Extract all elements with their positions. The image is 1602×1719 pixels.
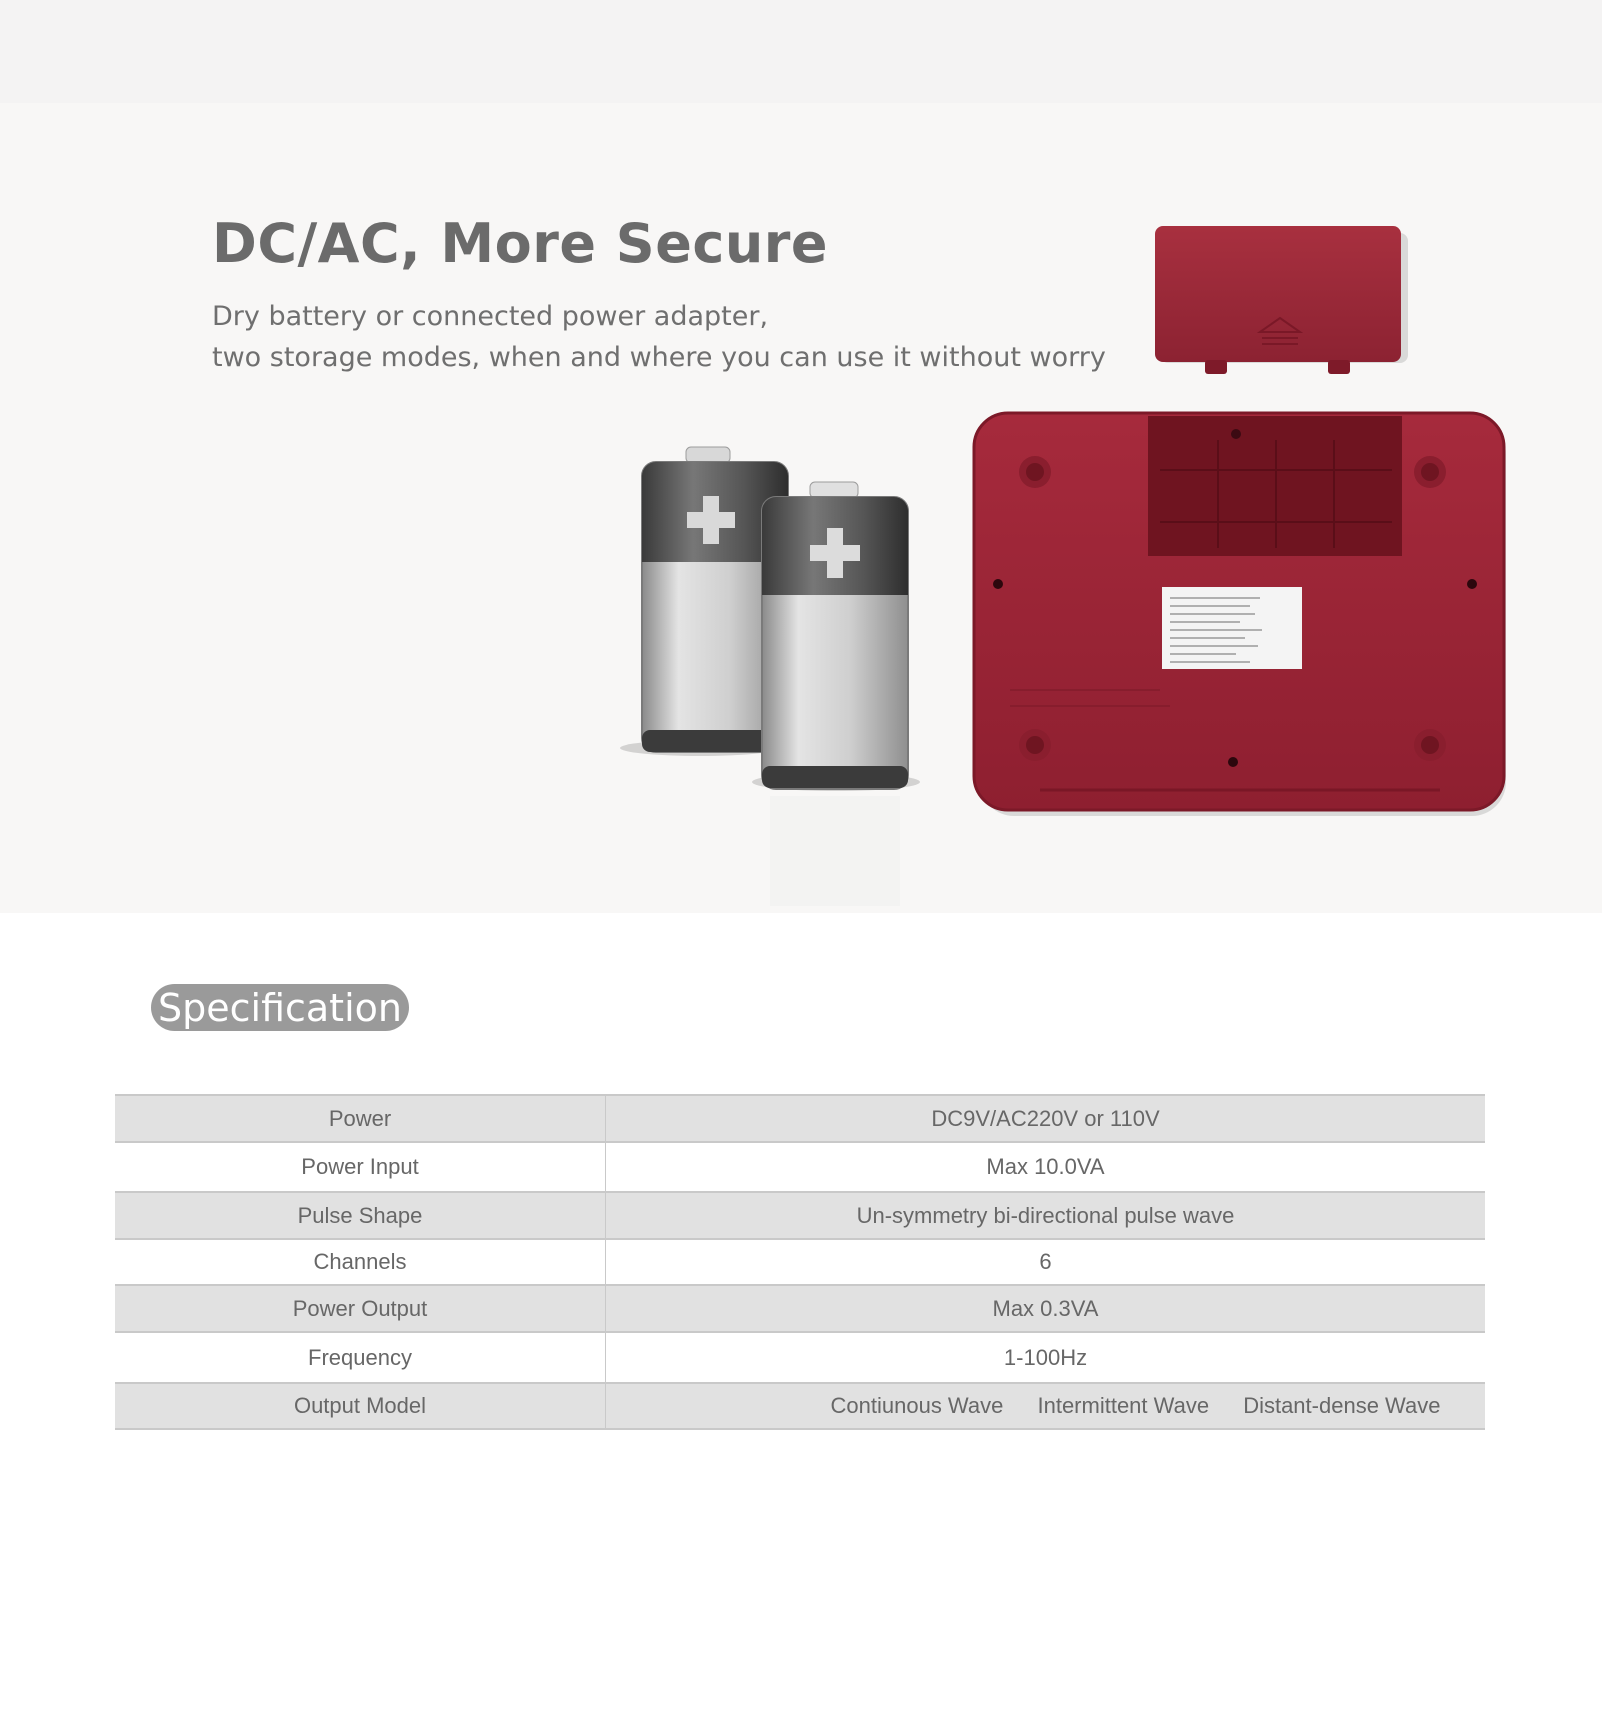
- specification-heading: Specification: [151, 984, 409, 1031]
- hero-subtitle-line-2: two storage modes, when and where you can use it without worry: [212, 342, 1106, 373]
- table-row: [115, 1142, 1485, 1192]
- battery-icon: [752, 482, 920, 906]
- spec-label-channels: Channels: [115, 1239, 606, 1285]
- spec-value-channels: 6: [1039, 1249, 1052, 1274]
- spec-label-pulse-shape: Pulse Shape: [115, 1192, 606, 1239]
- spec-value-power-output: Max 0.3VA: [606, 1285, 1486, 1332]
- spec-value-power-input: Max 10.0VA: [986, 1154, 1105, 1179]
- table-row: [115, 1239, 1485, 1285]
- spec-value-frequency: 1-100Hz: [1003, 1344, 1088, 1370]
- spec-label-power-output: Power Output: [115, 1285, 606, 1332]
- hero-subtitle-line-1: Dry battery or connected power adapter,: [212, 301, 769, 332]
- table-row: [115, 1285, 1485, 1332]
- table-row: [115, 1095, 1485, 1142]
- spec-label-frequency: Frequency: [115, 1332, 606, 1383]
- spec-value-pulse-shape: Un-symmetry bi-directional pulse wave: [606, 1192, 1486, 1239]
- output-model-distant-dense: Distant-dense Wave: [1243, 1393, 1441, 1418]
- table-row: [115, 1192, 1485, 1239]
- device-back-image: [974, 413, 1506, 816]
- table-row: [115, 1383, 1485, 1429]
- spec-label-output-model: Output Model: [115, 1383, 606, 1429]
- output-model-intermittent: Intermittent Wave: [1037, 1393, 1210, 1418]
- hero-title: DC/AC, More Secure: [212, 212, 829, 275]
- spec-label-power: Power: [115, 1095, 606, 1142]
- output-model-continuous: Contiunous Wave: [830, 1393, 1004, 1418]
- spec-label-power-input: Power Input: [115, 1142, 606, 1192]
- output-model-list: [637, 1393, 1455, 1419]
- spec-value-power: DC9V/AC220V or 110V: [606, 1095, 1486, 1142]
- spec-value-output-model: [606, 1383, 1486, 1429]
- specification-table: [115, 1094, 1485, 1430]
- table-row: [115, 1332, 1485, 1383]
- battery-cover-image: [1155, 226, 1408, 374]
